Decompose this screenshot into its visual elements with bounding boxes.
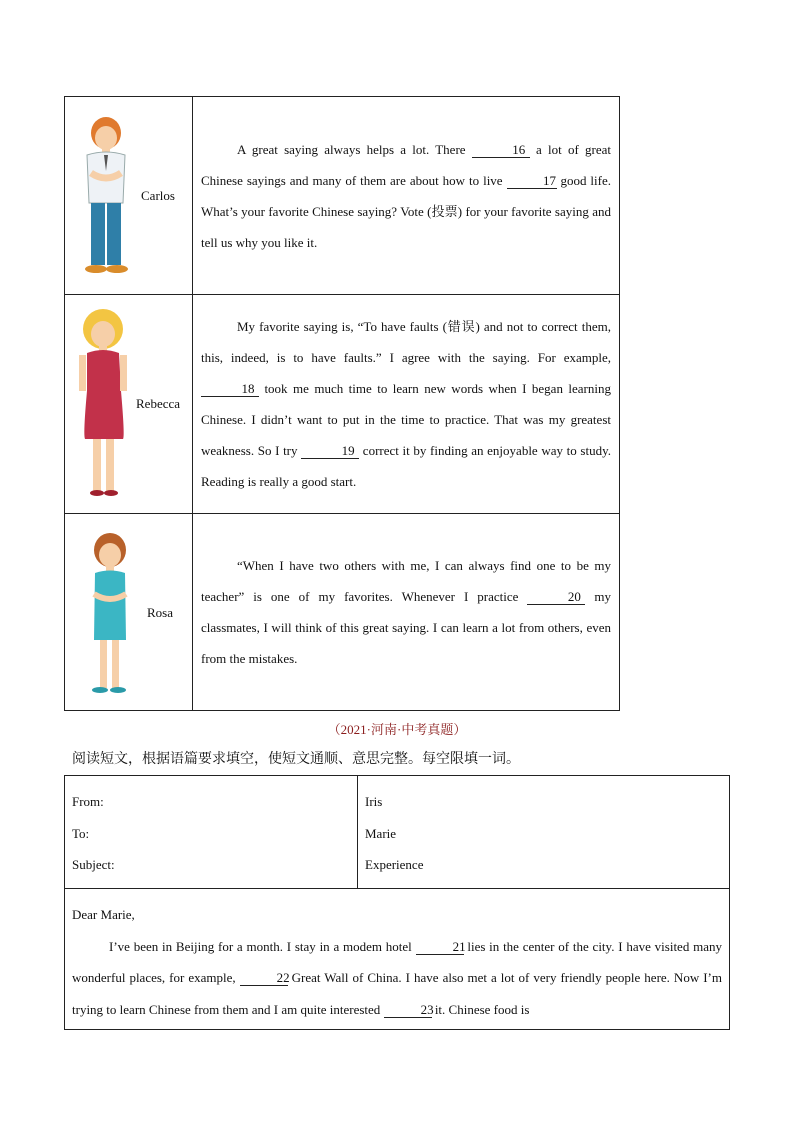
blank-19[interactable]: 19 <box>301 444 359 459</box>
saying-text: My favorite saying is, “To have faults (错误) and not to correct them, this, indeed, is to have faults.” I agree with the saying. For example, 18 took me much time to learn new words when I began learning Chinese. I didn’t want to put in the time to practice. That was my greatest weakness. So I try 19 correct it by finding an enjoyable way to study. Reading is really a good start. <box>193 295 620 514</box>
from-value: Iris <box>365 794 383 809</box>
table-row <box>65 97 620 295</box>
to-label: To: <box>72 825 90 841</box>
to-value: Marie <box>365 825 397 841</box>
rosa-illustration <box>85 528 135 698</box>
person-name: Rosa <box>147 605 173 620</box>
subject-value: Experience <box>365 857 424 872</box>
blank-18[interactable]: 18 <box>201 382 259 397</box>
table-row <box>65 295 620 514</box>
saying-text: A great saying always helps a lot. There 16 a lot of great Chinese sayings and many of them are about how to live 17 good life. What’s your favorite Chinese saying? Vote (投票) for your favorite saying and tell us why you like it. <box>193 97 620 295</box>
blank-21[interactable]: 21 <box>416 940 464 955</box>
email-body-row <box>65 889 730 1030</box>
subject-label: Subject: <box>72 857 115 872</box>
email-table <box>64 775 730 1030</box>
blank-17[interactable]: 17 <box>507 174 557 189</box>
person-cell <box>65 514 193 711</box>
source-citation: （2021·河南·中考真题） <box>327 722 467 737</box>
carlos-illustration <box>79 111 137 281</box>
person-name: Rebecca <box>136 396 181 411</box>
person-cell <box>65 295 193 514</box>
email-header-row <box>65 776 730 889</box>
instruction-text: 阅读短文，根据语篇要求填空，使短文通顺、意思完整。每空限填一词。 <box>72 751 520 767</box>
email-labels <box>65 776 358 889</box>
email-body: Dear Marie, I’ve been in Beijing for a month. I stay in a modem hotel 21 lies in the center of the city. I have visited many wonderful places, for example, 22 Great Wall of China. I have also met a lot of very friendly people here. Now I’m trying to learn Chinese from them and I am quite interested 23 it. Chinese food is <box>65 889 730 1030</box>
rebecca-illustration <box>75 307 133 501</box>
person-cell <box>65 97 193 295</box>
blank-23[interactable]: 23 <box>384 1003 432 1018</box>
person-name: Carlos <box>141 188 175 203</box>
saying-text: “When I have two others with me, I can always find one to be my teacher” is one of my favorites. Whenever I practice 20 my classmates, I will think of this great saying. I can learn a lot from others, even from the mistakes. <box>193 514 620 711</box>
blank-20[interactable]: 20 <box>527 590 585 605</box>
from-label: From: <box>72 794 104 809</box>
table-row <box>65 514 620 711</box>
sayings-table <box>64 96 620 711</box>
blank-16[interactable]: 16 <box>472 143 530 158</box>
email-values <box>358 776 730 889</box>
blank-22[interactable]: 22 <box>240 971 288 986</box>
greeting: Dear Marie, <box>72 907 135 922</box>
